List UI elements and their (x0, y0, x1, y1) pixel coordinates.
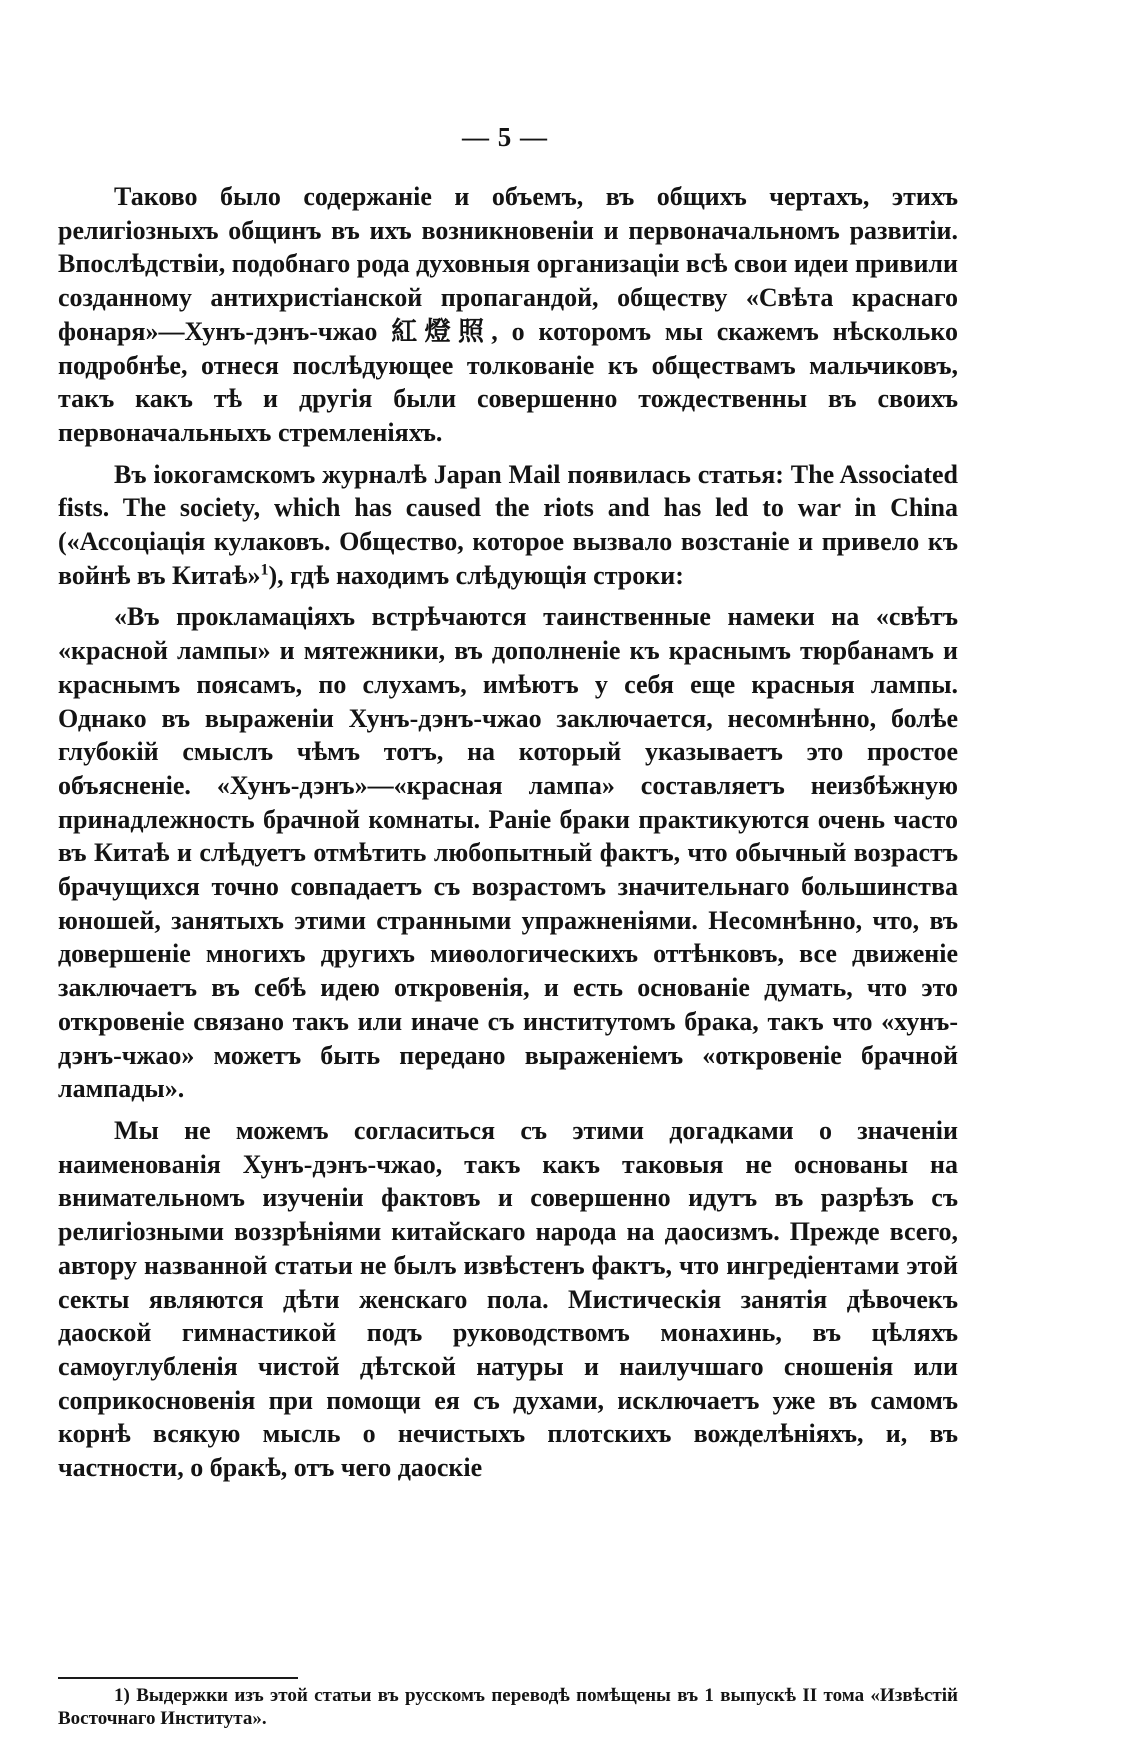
paragraph-2-text: Въ іокогамскомъ журналѣ Japan Mail появилась статья: The Associated fists. The society, which has caused the riots and has led to war in China («Ассоціація кулаковъ. Общество, которое вызвало возстаніе и привело къ войнѣ въ Китаѣ» (58, 459, 958, 590)
paragraph-4: Мы не можемъ согласиться съ этими догадками о значеніи наименованія Хунъ-дэнъ-чжао, такъ какъ таковыя не основаны на внимательномъ изученіи фактовъ и совершенно идутъ въ разрѣзъ съ религіозными воззрѣніями китайскаго народа на даосизмъ. Прежде всего, автору названной статьи не былъ извѣстенъ фактъ, что ингредіентами этой секты являются дѣти женскаго пола. Мистическія занятія дѣвочекъ даоской гимнастикой подъ руководствомъ монахинь, въ цѣляхъ самоуглубленія чистой дѣтской натуры и наилучшаго сношенія или соприкосновенія при помощи ея съ духами, исключаетъ уже въ самомъ корнѣ всякую мысль о нечистыхъ плотскихъ вожделѣніяхъ, и, въ частности, о бракѣ, отъ чего даоскіе (58, 1115, 958, 1483)
paragraph-3: «Въ прокламаціяхъ встрѣчаются таинственные намеки на «свѣтъ «красной лампы» и мятежники, въ дополненіе къ краснымъ тюрбанамъ и краснымъ поясамъ, по слухамъ, имѣютъ у себя еще красныя лампы. Однако въ выраженіи Хунъ-дэнъ-чжао заключается, несомнѣнно, болѣе глубокій смыслъ чѣмъ тотъ, на который указываетъ это простое объясненіе. «Хунъ-дэнъ»—«красная лампа» составляетъ неизбѣжную принадлежность брачной комнаты. Раніе браки практикуются очень часто въ Китаѣ и слѣдуетъ отмѣтить любопытный фактъ, что обычный возрастъ брачущихся точно совпадаетъ съ возрастомъ значительнаго большинства юношей, занятыхъ этими странными упражненіями. Несомнѣнно, что, въ довершеніе многихъ другихъ миѳологическихъ оттѣнковъ, все движеніе заключаетъ въ себѣ идею откровенія, и есть основаніе думать, что это откровеніе связано такъ или иначе съ институтомъ брака, такъ что «хунъ-дэнъ-чжао» можетъ быть передано выраженіемъ «откровеніе брачной лампады». (58, 602, 958, 1104)
page-number: — 5 — (462, 122, 548, 152)
paragraph-1: Таково было содержаніе и объемъ, въ общихъ чертахъ, этихъ религіозныхъ общинъ въ ихъ возникновеніи и первоначальномъ развитіи. Впослѣдствіи, подобнаго рода духовныя организаціи всѣ свои идеи привили созданному антихристіанской пропагандой, обществу «Свѣта краснаго фонаря»—Хунъ-дэнъ-чжао 紅燈照, о которомъ мы скажемъ нѣсколько подробнѣе, отнеся послѣдующее толкованіе къ обществамъ мальчиковъ, такъ какъ тѣ и другія были совершенно тождественны въ своихъ первоначальныхъ стремленіяхъ. (58, 182, 958, 447)
footnote-reference[interactable]: 1 (260, 561, 269, 579)
footnote (58, 1684, 958, 1730)
paragraph-2-text-after: ), гдѣ находимъ слѣдующія строки: (268, 560, 684, 590)
paragraph-2 (58, 458, 958, 593)
footnote-marker: 1) (114, 1685, 130, 1706)
body-text (58, 180, 958, 1485)
footnote-divider (58, 1677, 298, 1679)
footnote-text: Выдержки изъ этой статьи въ русскомъ переводѣ помѣщены въ 1 выпускѣ II тома «Извѣстій Восточнаго Института». (58, 1685, 958, 1729)
